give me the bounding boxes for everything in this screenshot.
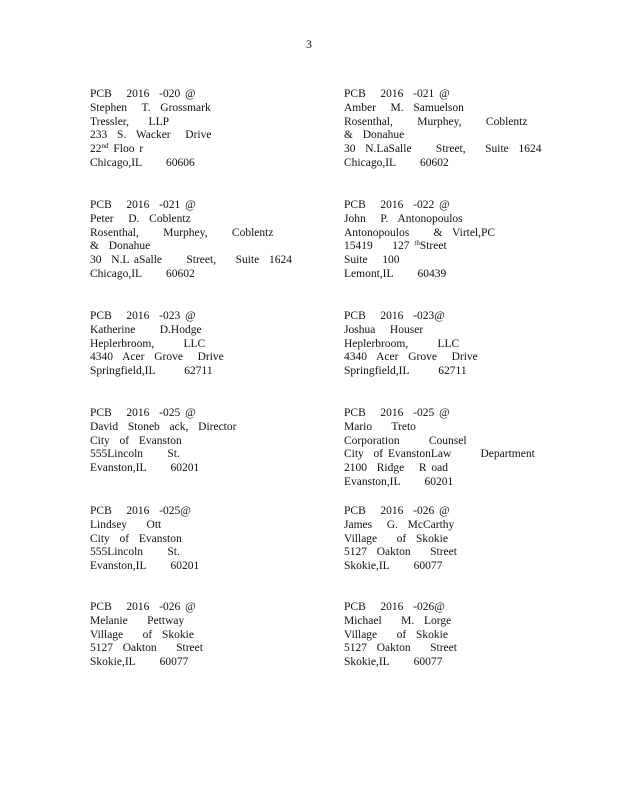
street-address: 5127 Oakton Street	[90, 642, 203, 655]
floor-label: Floo r	[108, 143, 144, 156]
address-block-houser	[344, 310, 584, 379]
street-address: 2100 Ridge R oad	[344, 462, 448, 475]
floor-line	[90, 143, 330, 157]
street-address: 555Lincoln St.	[90, 448, 180, 461]
case-number: PCB 2016 -023@	[344, 310, 445, 322]
page-number: 3	[306, 37, 312, 51]
street-address: 30 N.LaSalle Street, Suite 1624	[344, 143, 542, 156]
address-block-ott	[90, 505, 330, 574]
recipient-name: Peter D. Coblentz	[90, 212, 191, 225]
city-state-zip: Chicago,IL 60606	[90, 156, 195, 169]
address-block-samuelson	[344, 88, 584, 171]
floor-number: 22	[90, 143, 102, 156]
street-address: 5127 Oakton Street	[344, 546, 457, 559]
case-number: PCB 2016 -026 @	[90, 601, 196, 613]
address-block-antonopoulos	[344, 199, 584, 282]
city-state-zip: Evanston,IL 60201	[90, 462, 200, 475]
street-address: 4340 Acer Grove Drive	[90, 351, 224, 364]
recipient-name: Mario Treto	[344, 420, 416, 433]
street-number: 15419 127	[344, 240, 415, 253]
street-address: 555Lincoln St.	[90, 546, 180, 559]
city-state-zip: Lemont,IL 60439	[344, 267, 447, 280]
firm-name: Rosenthal, Murphey, Coblentz	[90, 226, 274, 239]
city-state-zip: Skokie,IL 60077	[344, 656, 443, 669]
firm-name: Tressler, LLP	[90, 115, 169, 128]
city-state-zip: Springfield,IL 62711	[90, 365, 213, 378]
organization-name: City of Evanston	[90, 532, 182, 545]
case-number: PCB 2016 -025 @	[90, 407, 196, 419]
firm-name: Heplerbroom, LLC	[344, 337, 460, 350]
recipient-title: Corporation Counsel	[344, 434, 467, 447]
floor-suffix: nd	[101, 142, 109, 151]
firm-name: Rosenthal, Murphey, Coblentz	[344, 115, 528, 128]
address-block-lorge	[344, 601, 584, 670]
firm-name-continued: & Donahue	[344, 129, 405, 142]
recipient-name: Lindsey Ott	[90, 518, 162, 531]
street-address: 5127 Oakton Street	[344, 642, 457, 655]
recipient-name: Katherine D.Hodge	[90, 323, 202, 336]
case-number: PCB 2016 -021 @	[90, 199, 196, 211]
recipient-name: Amber M. Samuelson	[344, 101, 464, 114]
street-address: 233 S. Wacker Drive	[90, 129, 212, 142]
case-number: PCB 2016 -020 @	[90, 88, 196, 100]
recipient-name: John P. Antonopoulos	[344, 212, 463, 225]
street-address: 30 N.L aSalle Street, Suite 1624	[90, 254, 292, 267]
address-block-treto	[344, 407, 584, 490]
recipient-name: James G. McCarthy	[344, 518, 455, 531]
case-number: PCB 2016 -025@	[90, 505, 191, 517]
city-state-zip: Evanston,IL 60201	[344, 475, 454, 488]
recipient-name: Melanie Pettway	[90, 614, 185, 627]
organization-name: Village of Skokie	[344, 532, 448, 545]
organization-name: Village of Skokie	[344, 628, 448, 641]
case-number: PCB 2016 -022 @	[344, 199, 450, 211]
case-number: PCB 2016 -023 @	[90, 310, 196, 322]
address-block-pettway	[90, 601, 330, 670]
city-state-zip: Evanston,IL 60201	[90, 560, 200, 573]
city-state-zip: Chicago,IL 60602	[90, 267, 195, 280]
city-state-zip: Skokie,IL 60077	[90, 656, 189, 669]
street-address	[344, 240, 584, 254]
firm-name-continued: & Donahue	[90, 240, 151, 253]
address-block-coblentz	[90, 199, 330, 282]
recipient-name: Joshua Houser	[344, 323, 424, 336]
address-block-hodge	[90, 310, 330, 379]
recipient-name: David Stoneb ack, Director	[90, 420, 237, 433]
address-block-grossmark	[90, 88, 330, 171]
case-number: PCB 2016 -021 @	[344, 88, 450, 100]
city-state-zip: Skokie,IL 60077	[344, 560, 443, 573]
recipient-name: Stephen T. Grossmark	[90, 101, 211, 114]
address-block-mccarthy	[344, 505, 584, 574]
city-state-zip: Springfield,IL 62711	[344, 365, 467, 378]
street-suffix: th	[414, 239, 420, 248]
case-number: PCB 2016 -025 @	[344, 407, 450, 419]
address-block-stoneback	[90, 407, 330, 476]
case-number: PCB 2016 -026 @	[344, 505, 450, 517]
street-address: 4340 Acer Grove Drive	[344, 351, 478, 364]
organization-name: City of EvanstonLaw Department	[344, 448, 535, 461]
street-label: Street	[419, 240, 447, 253]
organization-name: City of Evanston	[90, 434, 182, 447]
firm-name: Antonopoulos & Virtel,PC	[344, 226, 496, 239]
firm-name: Heplerbroom, LLC	[90, 337, 206, 350]
city-state-zip: Chicago,IL 60602	[344, 156, 449, 169]
case-number: PCB 2016 -026@	[344, 601, 445, 613]
organization-name: Village of Skokie	[90, 628, 194, 641]
recipient-name: Michael M. Lorge	[344, 614, 452, 627]
suite: Suite 100	[344, 254, 400, 267]
